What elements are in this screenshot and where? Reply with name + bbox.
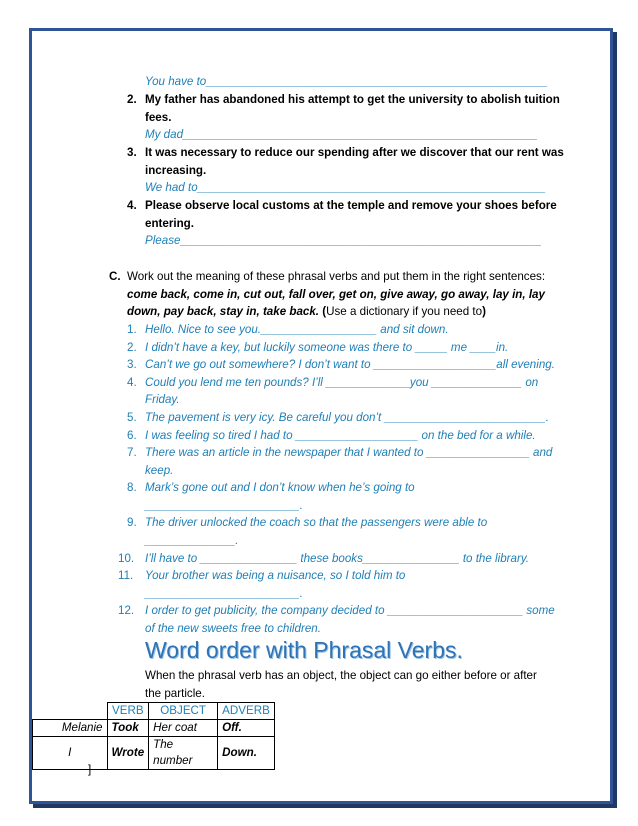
answer-line: My dad_______________________________________________________ [145, 128, 538, 141]
sentence: ________________________. [145, 499, 303, 512]
verb-cell: Wrote [107, 737, 149, 770]
table-row [33, 737, 275, 770]
column-header: OBJECT [149, 703, 218, 720]
item-number: 6. [127, 429, 137, 442]
item-number: 5. [127, 411, 137, 424]
empty-cell [33, 703, 108, 720]
item-text: My father has abandoned his attempt to get the university to abolish tuition [145, 93, 560, 106]
sentence: Your brother was being a nuisance, so I told him to [145, 569, 406, 582]
sentence: The driver unlocked the coach so that the passengers were able to [145, 516, 488, 529]
item-text: fees. [145, 111, 172, 124]
sentence: Could you lend me ten pounds? I’ll _____________you ______________ on [145, 376, 539, 389]
subject-cell: Melanie [33, 720, 108, 737]
sentence: I order to get publicity, the company decided to _____________________ some [145, 604, 555, 617]
explanation-text: When the phrasal verb has an object, the object can go either before or after [145, 669, 537, 682]
section-intro: Work out the meaning of these phrasal verbs and put them in the right sentences: [127, 270, 546, 283]
item-number: 4. [127, 199, 137, 212]
adverb-cell: Down. [218, 737, 275, 770]
item-number: 12. [118, 604, 135, 617]
sentence: I’ll have to _______________ these books_______________ to the library. [145, 552, 529, 565]
item-number: 9. [127, 516, 137, 529]
item-text: increasing. [145, 164, 207, 177]
object-cell: The number [149, 737, 218, 770]
paren-close: ) [482, 305, 486, 318]
explanation-text: the particle. [145, 687, 205, 700]
column-header: VERB [107, 703, 149, 720]
sentence: Friday. [145, 393, 180, 406]
section-letter: C. [109, 270, 121, 283]
answer-line-1: You have to_____________________________________________________ [145, 75, 548, 88]
verb-list: come back, come in, cut out, fall over, get on, give away, go away, lay in, lay [127, 288, 545, 301]
answer-line: Please________________________________________________________ [145, 234, 542, 247]
sentence: Can’t we go out somewhere? I don’t want to ___________________all evening. [145, 358, 555, 371]
item-number: 2. [127, 341, 137, 354]
item-number: 4. [127, 376, 137, 389]
item-number: 10. [118, 552, 135, 565]
item-number: 3. [127, 146, 137, 159]
sentence: I didn’t have a key, but luckily someone was there to _____ me ____in. [145, 341, 509, 354]
adverb-cell: Off. [218, 720, 275, 737]
dictionary-note: Use a dictionary if you need to [326, 305, 483, 318]
sentence: of the new sweets free to children. [145, 622, 321, 635]
sentence: ________________________. [145, 587, 303, 600]
item-number: 11. [118, 569, 134, 582]
answer-line: We had to______________________________________________________ [145, 181, 546, 194]
column-header: ADVERB [218, 703, 275, 720]
verb-list-line2 [127, 304, 486, 320]
sentence: Hello. Nice to see you.__________________ and sit down. [145, 323, 449, 336]
item-number: 3. [127, 358, 137, 371]
item-number: 1. [127, 323, 137, 336]
item-text: entering. [145, 217, 194, 230]
sentence: Mark’s gone out and I don’t know when he’s going to [145, 481, 415, 494]
sentence: There was an article in the newspaper that I wanted to ________________ and [145, 446, 553, 459]
item-number: 2. [127, 93, 137, 106]
section-heading: Word order with Phrasal Verbs. [145, 637, 463, 663]
object-cell: Her coat [149, 720, 218, 737]
verb-cell: Took [107, 720, 149, 737]
item-number: 7. [127, 446, 137, 459]
sentence: keep. [145, 464, 174, 477]
subject-cell: I [33, 737, 108, 770]
item-number: 8. [127, 481, 137, 494]
sentence: I was feeling so tired I had to ___________________ on the bed for a while. [145, 429, 536, 442]
paren-open: ( [319, 305, 327, 318]
item-text: Please observe local customs at the temple and remove your shoes before [145, 199, 557, 212]
sentence: The pavement is very icy. Be careful you don’t _________________________. [145, 411, 549, 424]
table-row [33, 720, 275, 737]
item-text: It was necessary to reduce our spending after we discover that our rent was [145, 146, 564, 159]
word-order-table [32, 702, 275, 770]
table-header-row [33, 703, 275, 720]
footer-mark: ] [88, 763, 92, 776]
sentence: ______________. [145, 534, 239, 547]
verb-list: down, pay back, stay in, take back. [127, 305, 320, 318]
